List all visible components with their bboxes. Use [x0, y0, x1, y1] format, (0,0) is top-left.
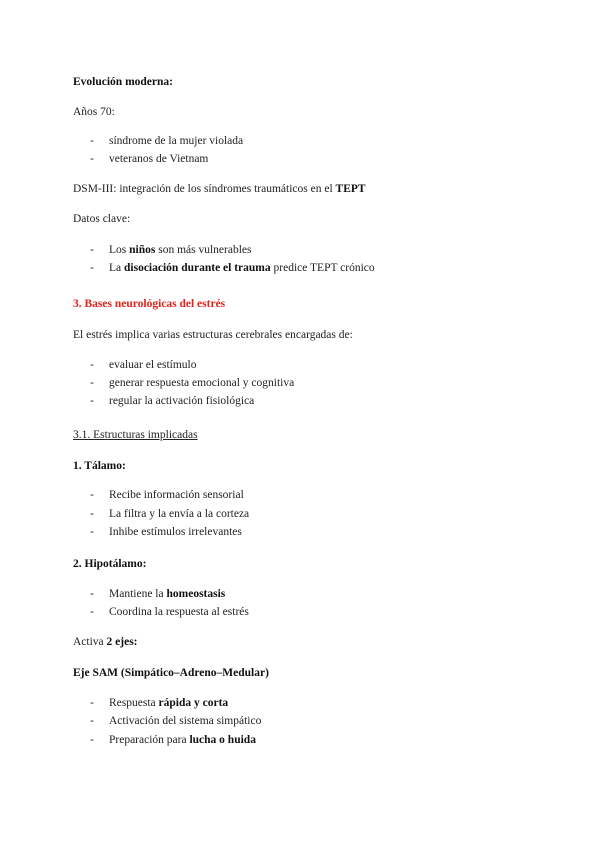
list-item: - Recibe información sensorial	[90, 489, 244, 501]
list-item: - Preparación para lucha o huida	[90, 734, 256, 746]
list-item: - Inhibe estímulos irrelevantes	[90, 526, 242, 538]
section3-intro: El estrés implica varias estructuras cerebrales encargadas de:	[73, 329, 353, 341]
list-item: - Los niños son más vulnerables	[90, 244, 252, 256]
evolucion-heading: Evolución moderna:	[73, 76, 173, 88]
list-item: - síndrome de la mujer violada	[90, 135, 244, 147]
list-item: - generar respuesta emocional y cognitiva	[90, 377, 295, 389]
anos70-label: Años 70:	[73, 106, 115, 118]
subheading-3-1: 3.1. Estructuras implicadas	[73, 429, 198, 441]
list-item: - La disociación durante el trauma predice TEPT crónico	[90, 262, 375, 274]
list-item: - veteranos de Vietnam	[90, 153, 209, 165]
dsm-line: DSM-III: integración de los síndromes traumáticos en el TEPT	[73, 183, 366, 195]
list-item: - La filtra y la envía a la corteza	[90, 508, 250, 520]
list-item: - evaluar el estímulo	[90, 359, 197, 371]
section3-heading: 3. Bases neurológicas del estrés	[73, 298, 226, 310]
list-item: - regular la activación fisiológica	[90, 395, 255, 407]
activa-line: Activa 2 ejes:	[73, 636, 138, 648]
list-item: - Activación del sistema simpático	[90, 715, 262, 727]
sam-heading: Eje SAM (Simpático–Adreno–Medular)	[73, 667, 269, 679]
hipotalamo-heading: 2. Hipotálamo:	[73, 558, 147, 570]
list-item: - Mantiene la homeostasis	[90, 588, 226, 600]
list-item: - Respuesta rápida y corta	[90, 697, 229, 709]
datos-label: Datos clave:	[73, 213, 131, 225]
talamo-heading: 1. Tálamo:	[73, 460, 126, 472]
list-item: - Coordina la respuesta al estrés	[90, 606, 249, 618]
